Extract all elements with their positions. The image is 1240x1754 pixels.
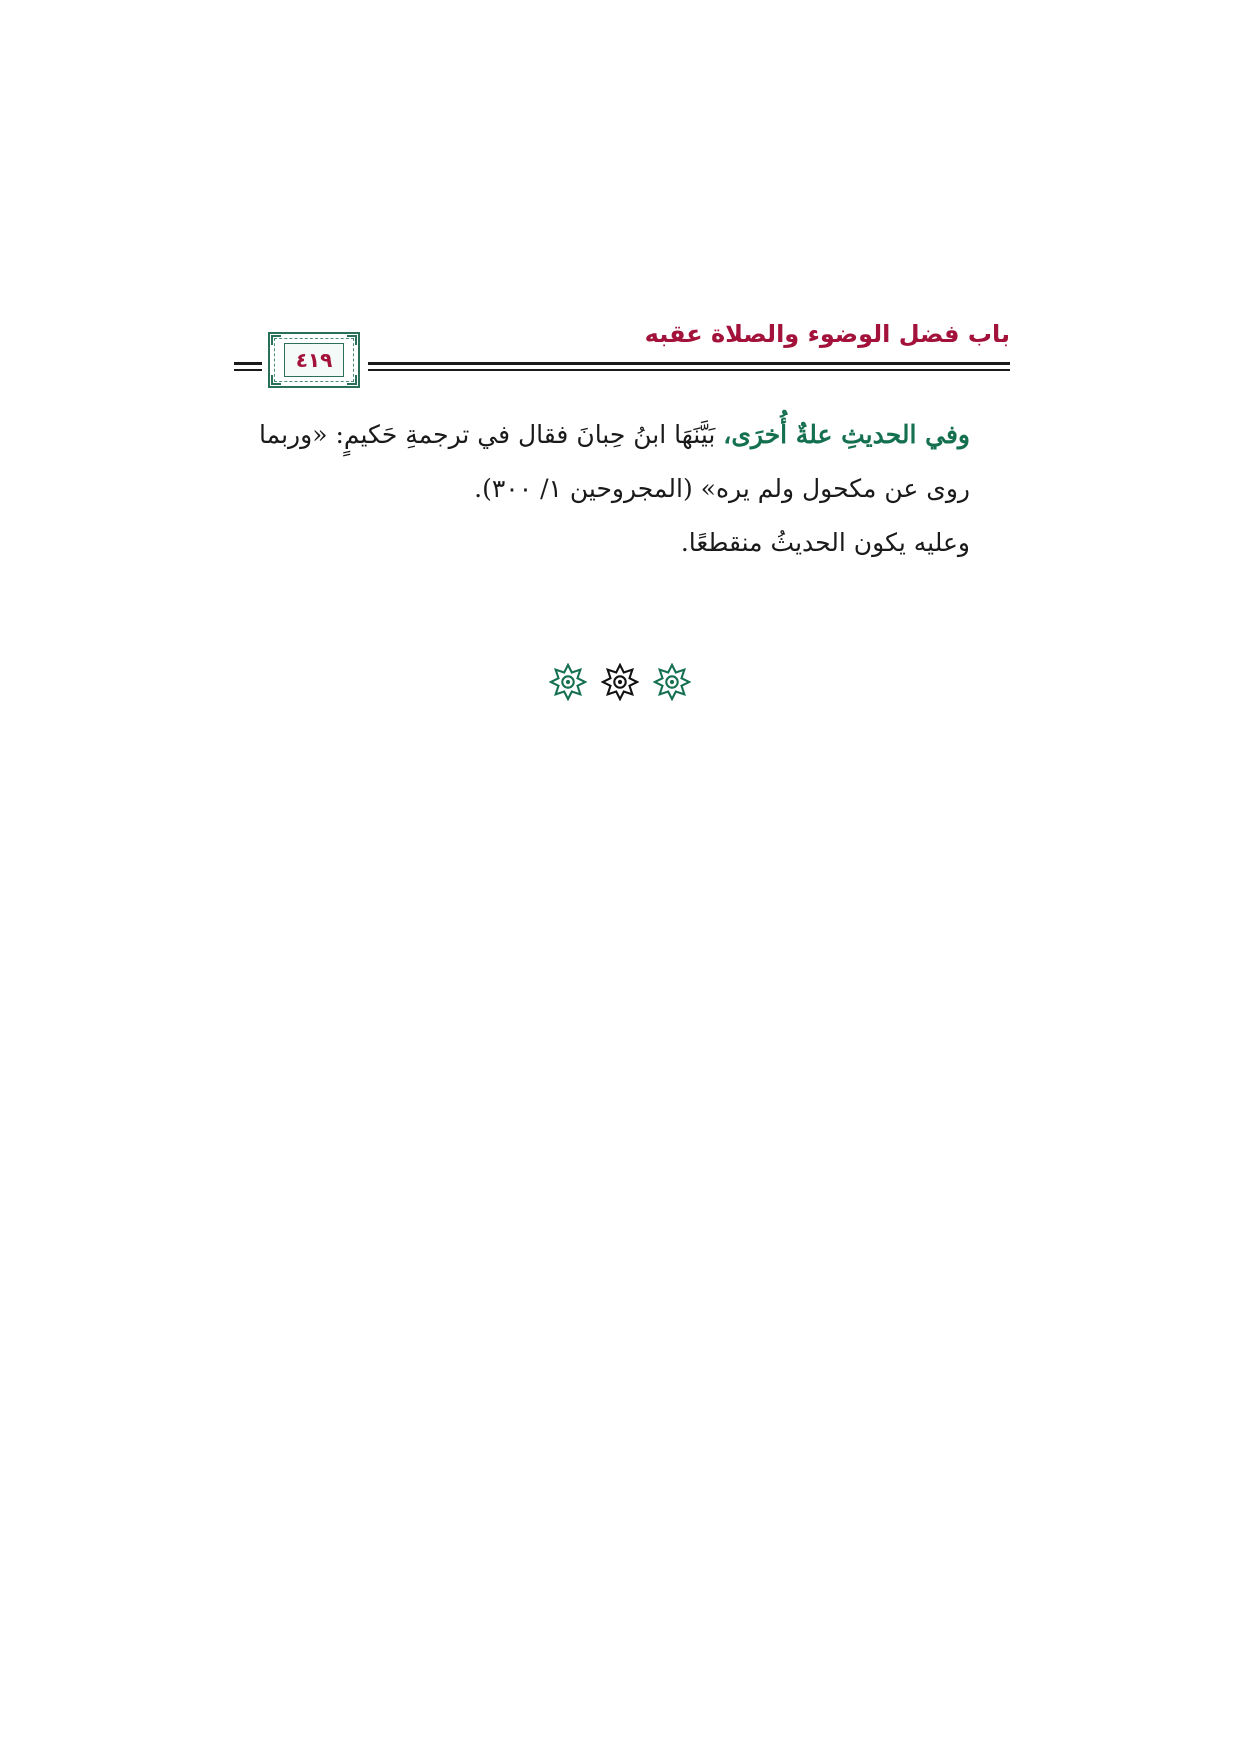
header-rule-right-bottom (368, 369, 1010, 371)
body-text (234, 408, 1010, 570)
ornament-black-icon (601, 663, 639, 701)
section-separator (0, 662, 1240, 702)
header-rule-left-top (234, 362, 262, 365)
paragraph-1 (234, 408, 1010, 516)
frame-corner-ornament-icon (271, 375, 281, 385)
ornament-green-icon (549, 663, 587, 701)
page-number-frame (268, 332, 360, 388)
chapter-title: باب فضل الوضوء والصلاة عقبه (644, 320, 1010, 348)
paragraph-2: وعليه يكون الحديثُ منقطعًا. (680, 528, 970, 557)
page-header (234, 318, 1010, 388)
paragraph-1-line-1-text: بَيَّنَهَا ابنُ حِبانَ فقال في ترجمةِ حَكيمٍ: «وربما (259, 420, 724, 449)
frame-corner-ornament-icon (347, 375, 357, 385)
page-number-box (284, 343, 344, 377)
ornament-green-icon (653, 663, 691, 701)
frame-corner-ornament-icon (271, 335, 281, 345)
frame-corner-ornament-icon (347, 335, 357, 345)
paragraph-lead: وفي الحديثِ علةٌ أُخرَى، (723, 420, 970, 449)
paragraph-1-line-2: روى عن مكحول ولم يره» (المجروحين ١/ ٣٠٠). (474, 474, 970, 503)
paragraph-1-line-1 (234, 408, 970, 462)
header-rule-right-top (368, 362, 1010, 365)
page-number: ٤١٩ (295, 348, 333, 372)
header-rule-left-bottom (234, 369, 262, 371)
